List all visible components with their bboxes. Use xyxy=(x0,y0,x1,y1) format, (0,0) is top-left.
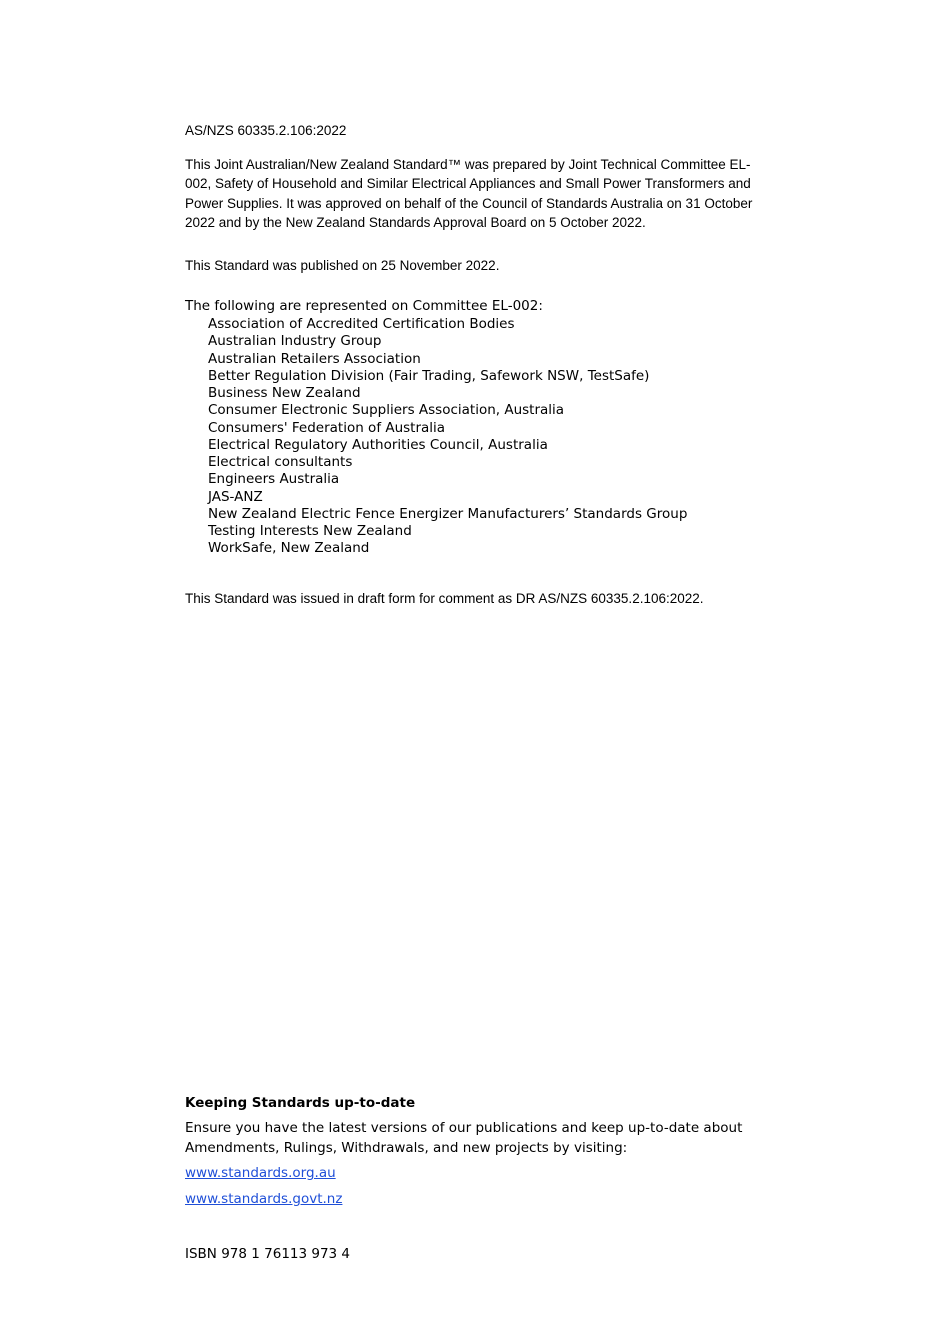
preparation-paragraph: This Joint Australian/New Zealand Standard™ was prepared by Joint Technical Committee EL-002, Safety of Household and Similar Electrical Appliances and Small Power Transformers and Power Supplies. It was approved on behalf of the Council of Standards Australia on 31 October 2022 and by the New Zealand Standards Approval Board on 5 October 2022. xyxy=(185,157,753,230)
standards-au-link[interactable]: www.standards.org.au xyxy=(185,1165,336,1181)
committee-member: JAS-ANZ xyxy=(208,488,263,505)
committee-member: Australian Industry Group xyxy=(208,333,382,350)
committee-member: Testing Interests New Zealand xyxy=(208,523,412,539)
committee-member: Association of Accredited Certification Bodies xyxy=(208,316,515,332)
committee-member: Electrical Regulatory Authorities Council, Australia xyxy=(208,436,548,453)
keeping-up-to-date-text: Ensure you have the latest versions of our publications and keep up-to-date about Amendments, Rulings, Withdrawals, and new projects by visiting: xyxy=(185,1120,743,1156)
committee-member: Electrical consultants xyxy=(208,454,353,470)
standards-nz-link[interactable]: www.standards.govt.nz xyxy=(185,1191,343,1207)
keeping-up-to-date-heading: Keeping Standards up-to-date xyxy=(185,1095,416,1111)
committee-member: Better Regulation Division (Fair Trading, Safework NSW, TestSafe) xyxy=(208,367,650,384)
committee-member: Australian Retailers Association xyxy=(208,350,421,367)
committee-member: WorkSafe, New Zealand xyxy=(208,540,370,557)
committee-member: Engineers Australia xyxy=(208,471,340,488)
committee-section xyxy=(185,297,687,558)
committee-member: Consumer Electronic Suppliers Association, Australia xyxy=(208,402,565,419)
standard-identifier: AS/NZS 60335.2.106:2022 xyxy=(185,123,347,138)
isbn-text: ISBN 978 1 76113 973 4 xyxy=(185,1246,351,1262)
committee-heading: The following are represented on Committee EL-002: xyxy=(185,298,543,314)
committee-member: Business New Zealand xyxy=(208,385,361,401)
publication-date-text: This Standard was published on 25 November 2022. xyxy=(185,258,500,273)
committee-member: Consumers' Federation of Australia xyxy=(208,419,446,436)
committee-member: New Zealand Electric Fence Energizer Manufacturers’ Standards Group xyxy=(208,505,688,522)
committee-member-list xyxy=(185,316,687,558)
draft-notice: This Standard was issued in draft form for comment as DR AS/NZS 60335.2.106:2022. xyxy=(185,591,704,606)
